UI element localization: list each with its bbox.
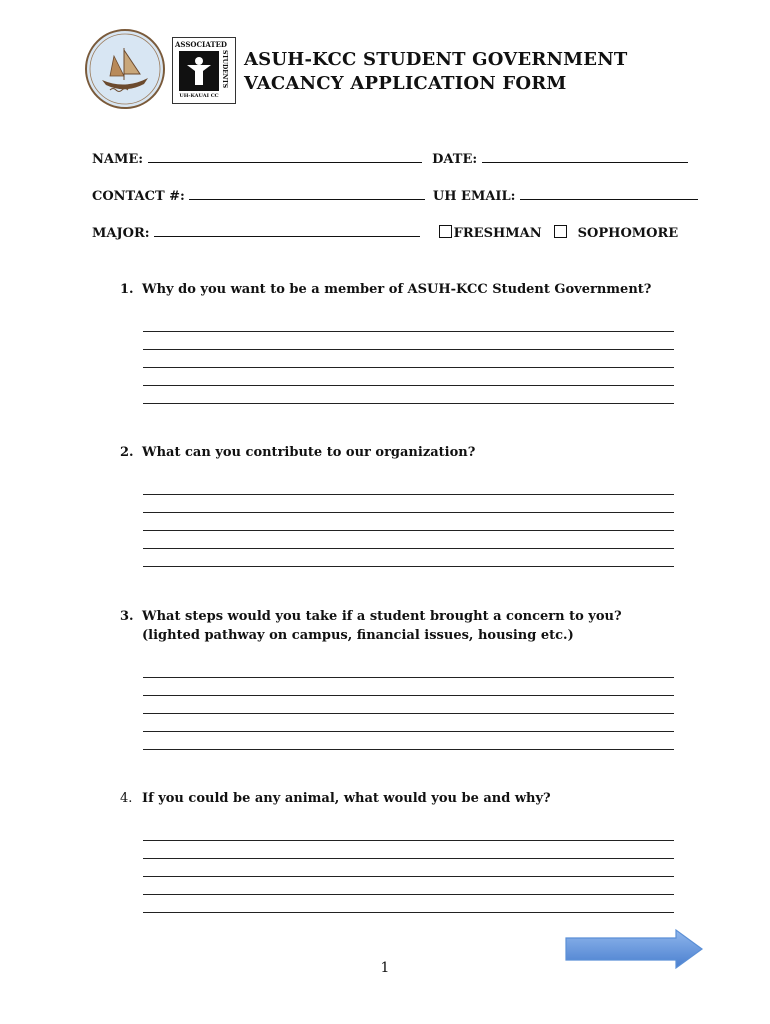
form-title	[244, 48, 627, 96]
title-line-2: VACANCY APPLICATION FORM	[244, 73, 567, 94]
answer-line[interactable]	[143, 713, 674, 714]
logo-text-main: ASSOCIATED	[175, 40, 227, 49]
question-3	[120, 607, 662, 645]
answer-line[interactable]	[143, 566, 674, 567]
answer-line[interactable]	[143, 912, 674, 913]
answer-line[interactable]	[143, 403, 674, 404]
logo-emblem	[179, 51, 219, 91]
answer-line[interactable]	[143, 677, 674, 678]
question-text: Why do you want to be a member of ASUH-KCC Student Government?	[142, 282, 652, 297]
answer-line[interactable]	[143, 695, 674, 696]
email-label: UH EMAIL:	[432, 189, 516, 204]
answer-line[interactable]	[143, 894, 674, 895]
freshman-checkbox[interactable]	[439, 225, 452, 238]
answer-line[interactable]	[143, 858, 674, 859]
answer-line[interactable]	[143, 367, 674, 368]
major-label: MAJOR:	[92, 226, 150, 241]
sophomore-checkbox[interactable]	[554, 225, 567, 238]
page-number: 1	[380, 960, 390, 976]
answer-line[interactable]	[143, 385, 674, 386]
answer-line[interactable]	[143, 749, 674, 750]
contact-label: CONTACT #:	[92, 189, 185, 204]
title-line-1: ASUH-KCC STUDENT GOVERNMENT	[244, 49, 628, 70]
question-2	[120, 443, 662, 462]
question-number: 4.	[120, 791, 133, 806]
logo-text-bottom: UH-KAUAI CC	[179, 93, 219, 99]
answer-line[interactable]	[143, 731, 674, 732]
question-number: 3.	[120, 609, 134, 624]
answer-line[interactable]	[143, 840, 674, 841]
question-number: 1.	[120, 282, 134, 297]
email-field[interactable]	[520, 187, 698, 200]
contact-field[interactable]	[189, 187, 425, 200]
name-field[interactable]	[148, 150, 422, 163]
question-text: What can you contribute to our organization?	[142, 445, 476, 460]
logo-text-side: STUDENTS	[221, 50, 228, 89]
name-label: NAME:	[92, 152, 144, 167]
answer-line[interactable]	[143, 349, 674, 350]
answer-line[interactable]	[143, 331, 674, 332]
sophomore-label: SOPHOMORE	[577, 226, 679, 241]
answer-line[interactable]	[143, 876, 674, 877]
freshman-label: FRESHMAN	[453, 226, 542, 241]
question-number: 2.	[120, 445, 134, 460]
row-major-year	[92, 224, 678, 241]
date-field[interactable]	[482, 150, 688, 163]
row-contact-email	[92, 187, 698, 204]
figure-icon	[179, 51, 219, 91]
answer-line[interactable]	[143, 512, 674, 513]
associated-students-logo	[172, 37, 236, 104]
question-1	[120, 280, 662, 299]
answer-line[interactable]	[143, 548, 674, 549]
major-field[interactable]	[154, 224, 420, 237]
answer-line[interactable]	[143, 530, 674, 531]
question-text: If you could be any animal, what would you be and why?	[142, 791, 551, 806]
question-4	[120, 789, 662, 808]
date-label: DATE:	[432, 152, 478, 167]
answer-line[interactable]	[143, 494, 674, 495]
seal-logo	[84, 28, 166, 110]
row-name-date	[92, 150, 688, 167]
question-text: What steps would you take if a student brought a concern to you? (lighted pathway on campus, financial issues, housing etc.)	[142, 609, 622, 643]
